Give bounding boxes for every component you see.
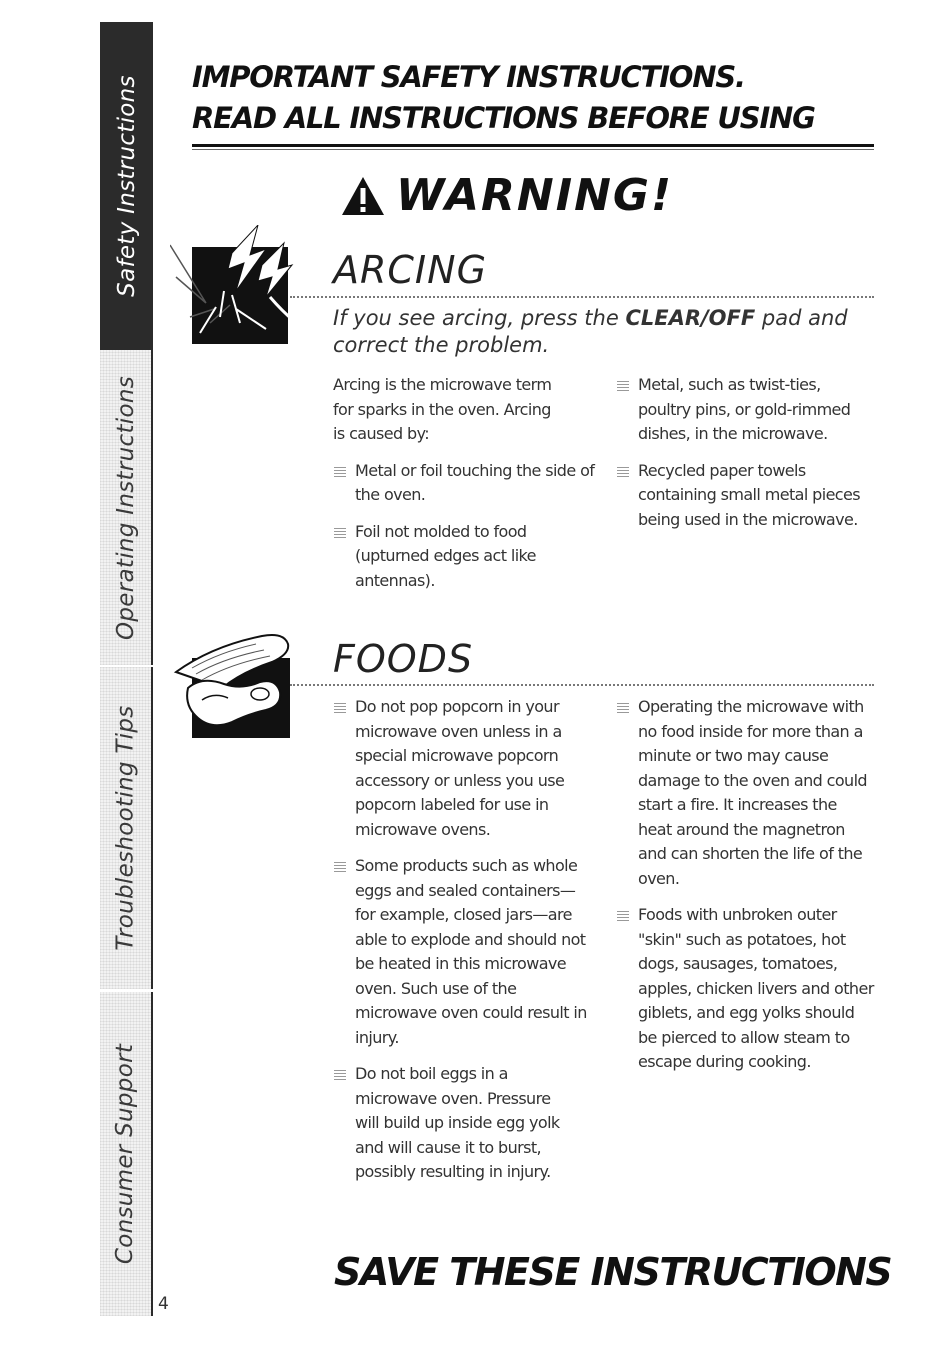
arcing-right-column <box>616 373 874 544</box>
lightning-spark-icon <box>170 225 295 351</box>
page-number: 4 <box>158 1294 169 1314</box>
sidebar-tab-safety-instructions[interactable] <box>100 22 153 350</box>
save-these-instructions: SAVE THESE INSTRUCTIONS <box>334 1250 892 1294</box>
header-rule <box>192 144 874 147</box>
foods-right-column <box>616 695 874 1087</box>
sidebar-tab-troubleshooting-tips[interactable] <box>100 667 153 989</box>
list-item: Metal, such as twist-ties, poultry pins, or gold-rimmed dishes, in the microwave. <box>616 373 874 447</box>
list-item: Foods with unbroken outer "skin" such as potatoes, hot dogs, sausages, tomatoes, apples, chicken livers and other giblets, and egg yolks should be pierced to allow steam to escape during cooking. <box>616 903 874 1075</box>
arcing-subtitle <box>333 305 873 359</box>
sidebar-tab-label: Troubleshooting Tips <box>112 705 139 951</box>
arcing-left-column <box>333 373 595 605</box>
arcing-subtitle-pre: If you see arcing, press the <box>333 306 626 330</box>
list-item: Metal or foil touching the side of the oven. <box>333 459 595 508</box>
hand-mitt-icon <box>172 618 297 744</box>
list-item: Some products such as whole eggs and sealed containers—for example, closed jars—are able to explode and should not be heated in this microwave oven. Such use of the microwave oven could result in injury. <box>333 854 590 1050</box>
sidebar-tab-consumer-support[interactable] <box>100 992 153 1316</box>
foods-left-column <box>333 695 595 1197</box>
clear-off-pad-label: CLEAR/OFF <box>625 306 756 330</box>
list-item: Recycled paper towels containing small metal pieces being used in the microwave. <box>616 459 874 533</box>
list-item: Do not boil eggs in a microwave oven. Pressure will build up inside egg yolk and will cause it to burst, possibly resulting in injury. <box>333 1062 575 1185</box>
sidebar-tab-label: Safety Instructions <box>113 75 140 297</box>
arcing-subtitle-post: pad and correct the problem. <box>333 306 848 357</box>
header-title-line-2: READ ALL INSTRUCTIONS BEFORE USING <box>192 101 815 135</box>
warning-text: WARNING! <box>396 170 674 221</box>
section-rule-arcing <box>290 296 874 298</box>
arcing-intro: Arcing is the microwave term for sparks in the oven. Arcing is caused by: <box>333 375 552 443</box>
section-title-arcing: ARCING <box>333 248 488 292</box>
header-title-line-1: IMPORTANT SAFETY INSTRUCTIONS. <box>192 60 745 94</box>
list-item: Operating the microwave with no food inside for more than a minute or two may cause damage to the oven and could start a fire. It increases the heat around the magnetron and can shorten the life of the oven. <box>616 695 873 891</box>
sidebar-tab-operating-instructions[interactable] <box>100 350 153 665</box>
warning-triangle-icon <box>340 175 386 217</box>
warning-heading <box>340 170 673 221</box>
section-title-foods: FOODS <box>333 637 474 681</box>
list-item: Foil not molded to food (upturned edges act like antennas). <box>333 520 555 594</box>
sidebar-tab-label: Consumer Support <box>112 1043 139 1265</box>
sidebar-tab-label: Operating Instructions <box>112 375 139 640</box>
section-rule-foods <box>290 684 874 686</box>
list-item: Do not pop popcorn in your microwave oven unless in a special microwave popcorn accessory or unless you use popcorn labeled for use in microwave ovens. <box>333 695 590 842</box>
header-rule-thin <box>192 149 874 150</box>
